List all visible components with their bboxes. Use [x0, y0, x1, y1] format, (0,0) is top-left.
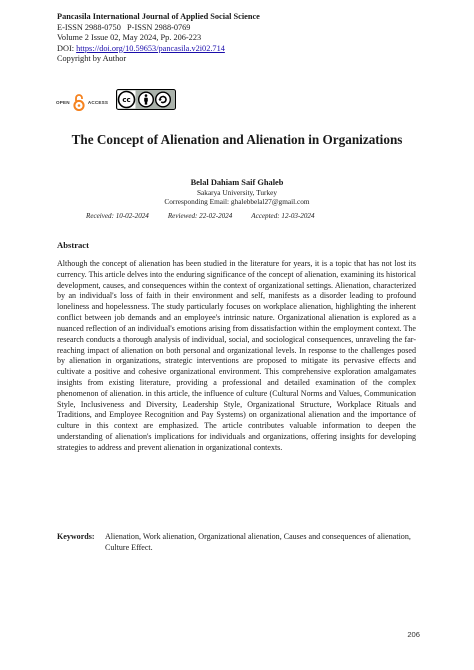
received-date: Received: 10-02-2024 [86, 212, 149, 220]
reviewed-date: Reviewed: 22-02-2024 [167, 212, 233, 220]
paper-title: The Concept of Alienation and Alienation in Organizations [71, 132, 403, 147]
copyright-line: Copyright by Author [57, 54, 127, 64]
page-number: 206 [407, 630, 420, 639]
accepted-date: Accepted: 12-03-2024 [251, 212, 315, 220]
svg-text:cc: cc [122, 96, 131, 105]
cc-icon [119, 92, 135, 108]
keywords-label: Keywords: [57, 532, 95, 541]
open-access-lock-icon [73, 93, 85, 112]
license-badges [56, 91, 176, 113]
submission-dates [86, 212, 446, 220]
doi-label: DOI: [57, 43, 77, 53]
author-name: Belal Dahiam Saif Ghaleb [190, 178, 284, 187]
corresponding-email: Corresponding Email: ghalebbelal27@gmail.com [164, 197, 310, 207]
open-access-right-text: ACCESS [87, 99, 109, 105]
keywords-values: Alienation, Work alienation, Organizational alienation, Causes and consequences of alienation, Culture Effect. [105, 532, 411, 552]
sa-icon [156, 92, 171, 107]
open-access-left-text: OPEN [56, 99, 70, 105]
journal-name: Pancasila International Journal of Applied Social Science [57, 12, 260, 21]
creative-commons-license-badge[interactable] [116, 89, 176, 115]
abstract-heading: Abstract [57, 240, 89, 250]
author-block [0, 177, 474, 206]
doi-link[interactable]: https://doi.org/10.59653/pancasila.v2i02.714 [76, 43, 225, 53]
abstract-body [57, 259, 416, 454]
open-access-logo[interactable] [56, 93, 108, 112]
volume-line: Volume 2 Issue 02, May 2024, Pp. 206-223 [57, 33, 202, 43]
keywords-block [57, 531, 429, 553]
author-affiliation: Sakarya University, Turkey [197, 188, 277, 197]
issn-line: E-ISSN 2988-0750 P-ISSN 2988-0769 [57, 22, 191, 32]
abstract-text: Although the concept of alienation has been studied in the literature for years, it is a topic that has not lost its currency. This article delves into the enduring significance of the concept of alienation, examining its historical development, causes, and consequences within the context of organizational settings. Alienation, characterized by an individual's loss of faith in their environment and self, manifests as a disorder leading to profound loneliness and hopelessness. The study particularly focuses on workplace alienation, highlighting the inherent conflict between job demands and an employee's intrinsic nature. Organizational alienation is explored as a nuanced reflection of an individual's emotions arising from dissatisfaction within the employment context. The research conducts a thorough analysis of individual, social, and sociological consequences, unraveling the far-reaching impact of alienation on both personal and organizational levels. In response to the challenges posed by alienation in organizations, strategic interventions are proposed to mitigate its pervasive effects and cultivate a positive and cohesive organizational environment. This comprehensive exploration amalgamates insights from existing literature, providing a professional and detailed examination of the complex phenomenon of alienation. in this article, the influence of culture (Cultural Norms and Values, Communication Style, Inclusiveness and Diversity, Leadership Style, Organizational Structure, Workplace Rituals and Traditions, and Employee Recognition and Pay Systems) on organizational alienation and the importance of culture in this context are emphasized. The article contributes valuable information to deepen the understanding of alienation's implications for individuals and organizations, offering insights for developing strategies to address and prevent alienation in organizational contexts. [57, 259, 416, 452]
doi-line [57, 44, 437, 55]
journal-header [57, 12, 437, 65]
by-icon [139, 92, 154, 107]
